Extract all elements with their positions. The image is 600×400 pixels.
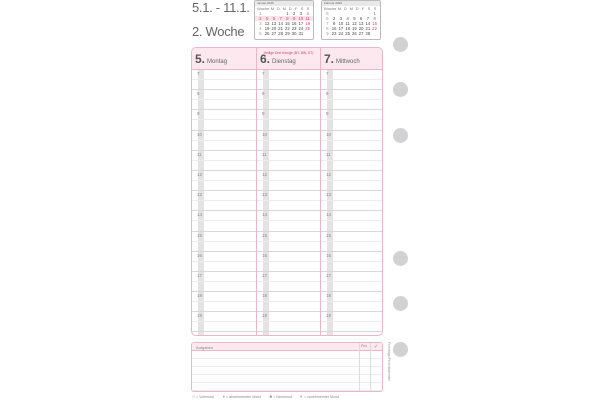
hour-label: 9 bbox=[326, 111, 329, 117]
calendar-day: 8 bbox=[373, 16, 376, 21]
hour-label: 14 bbox=[197, 212, 203, 218]
calendar-day: 23 bbox=[291, 26, 297, 31]
hour-label: 8 bbox=[326, 91, 329, 97]
time-line[interactable] bbox=[192, 161, 256, 171]
calendar-day: 10 bbox=[338, 21, 344, 26]
calendar-day: 3 bbox=[299, 11, 303, 16]
calendar-day: 9 bbox=[332, 21, 336, 26]
waning-moon-icon: ◑ bbox=[221, 394, 225, 400]
binder-hole bbox=[393, 296, 408, 311]
weekday-label: S bbox=[373, 6, 377, 11]
time-lines bbox=[257, 70, 320, 335]
week-number: 2 bbox=[259, 16, 262, 21]
time-line[interactable] bbox=[321, 221, 383, 231]
calendar-day: 3 bbox=[339, 16, 343, 21]
calendar-day: 9 bbox=[292, 16, 296, 21]
calendar-day: 2 bbox=[332, 16, 336, 21]
calendar-day: 1 bbox=[286, 11, 289, 16]
hour-label: 16 bbox=[326, 252, 332, 258]
calendar-day: 5 bbox=[353, 16, 356, 21]
time-line[interactable] bbox=[257, 302, 320, 312]
full-moon-icon: ○ bbox=[192, 394, 196, 400]
binder-hole bbox=[393, 82, 408, 97]
calendar-day bbox=[304, 31, 311, 36]
calendar-day: 24 bbox=[338, 31, 344, 36]
calendar-day: 19 bbox=[264, 26, 270, 31]
weekday-label: S bbox=[306, 6, 310, 11]
day-title bbox=[260, 50, 296, 68]
time-line[interactable] bbox=[192, 272, 256, 282]
task-line[interactable] bbox=[192, 367, 382, 375]
time-line[interactable] bbox=[257, 221, 320, 231]
hour-label: 7 bbox=[262, 71, 265, 76]
hour-label: 19 bbox=[326, 313, 332, 319]
calendar-day: 31 bbox=[298, 31, 304, 36]
moon-legend bbox=[192, 394, 339, 400]
time-line[interactable] bbox=[192, 302, 256, 312]
hour-label: 8 bbox=[197, 91, 200, 97]
legend-waning-moon-label: = abnehmender Mond bbox=[225, 395, 262, 399]
time-line[interactable] bbox=[257, 161, 320, 171]
calendar-day: 26 bbox=[264, 31, 270, 36]
time-line[interactable] bbox=[192, 201, 256, 211]
calendar-day: 15 bbox=[285, 21, 290, 26]
time-line[interactable] bbox=[192, 211, 256, 221]
calendar-day: 4 bbox=[306, 11, 309, 16]
time-line[interactable] bbox=[192, 191, 256, 201]
day-name: Mittwoch bbox=[336, 59, 360, 65]
calendar-day bbox=[371, 31, 378, 36]
hour-label: 12 bbox=[326, 171, 332, 177]
time-line[interactable] bbox=[321, 131, 383, 141]
calendar-day: 4 bbox=[346, 16, 349, 21]
time-line[interactable] bbox=[321, 120, 383, 130]
calendar-day: 20 bbox=[271, 26, 277, 31]
tasks-box bbox=[191, 342, 383, 392]
mini-calendar-title: Januar 2026 bbox=[255, 1, 313, 6]
time-line[interactable] bbox=[192, 322, 256, 332]
hour-label: 19 bbox=[197, 313, 203, 319]
day-header bbox=[192, 48, 256, 70]
time-line[interactable] bbox=[192, 282, 256, 292]
time-line[interactable] bbox=[321, 90, 383, 100]
hour-label: 12 bbox=[262, 171, 268, 177]
time-line[interactable] bbox=[192, 232, 256, 242]
time-line[interactable] bbox=[257, 292, 320, 302]
time-line[interactable] bbox=[257, 70, 320, 80]
week-planner-grid bbox=[191, 47, 383, 336]
hour-label: 17 bbox=[262, 272, 268, 278]
calendar-day: 21 bbox=[278, 26, 283, 31]
hour-label: 8 bbox=[262, 91, 265, 97]
hour-label: 9 bbox=[197, 111, 200, 117]
week-number: 1 bbox=[259, 11, 262, 16]
weekday-label: D bbox=[288, 6, 292, 11]
calendar-day: 23 bbox=[331, 31, 337, 36]
calendar-day: 25 bbox=[305, 26, 310, 31]
hour-label: 11 bbox=[326, 151, 331, 157]
calendar-day: 7 bbox=[366, 16, 370, 21]
day-name: Montag bbox=[207, 59, 228, 65]
day-header bbox=[321, 48, 383, 70]
time-line[interactable] bbox=[192, 131, 256, 141]
calendar-day: 30 bbox=[291, 31, 297, 36]
day-title bbox=[324, 50, 360, 68]
time-lines bbox=[321, 70, 383, 335]
date-range: 5.1. - 11.1. bbox=[192, 0, 250, 15]
hour-label: 17 bbox=[326, 272, 332, 278]
time-line[interactable] bbox=[257, 211, 320, 221]
time-line[interactable] bbox=[321, 171, 383, 181]
calendar-day: 10 bbox=[298, 16, 304, 21]
calendar-day: 27 bbox=[358, 31, 364, 36]
weekday-label: Woche bbox=[324, 6, 337, 11]
time-line[interactable] bbox=[192, 252, 256, 262]
calendar-day: 22 bbox=[372, 26, 377, 31]
legend-waxing-moon-label: = zunehmender Mond bbox=[303, 395, 340, 399]
time-line[interactable] bbox=[321, 151, 383, 161]
legend-full-moon bbox=[192, 394, 214, 400]
calendar-day: 14 bbox=[278, 21, 283, 26]
hour-label: 7 bbox=[326, 71, 329, 76]
tasks-check-label: ✓ bbox=[374, 344, 379, 350]
time-line[interactable] bbox=[257, 120, 320, 130]
waxing-moon-icon: ◐ bbox=[299, 394, 303, 400]
calendar-day: 13 bbox=[271, 21, 277, 26]
hour-label: 18 bbox=[197, 293, 203, 299]
time-line[interactable] bbox=[257, 100, 320, 110]
week-number: 8 bbox=[326, 26, 329, 31]
mini-calendar-week-row bbox=[322, 31, 380, 36]
calendar-day: 19 bbox=[352, 26, 357, 31]
legend-full-moon-label: = Vollmond bbox=[196, 395, 214, 399]
mini-calendar-february bbox=[321, 0, 381, 40]
time-line[interactable] bbox=[321, 110, 383, 120]
time-line[interactable] bbox=[321, 100, 383, 110]
binder-hole bbox=[393, 251, 408, 266]
time-line[interactable] bbox=[192, 100, 256, 110]
time-lines bbox=[192, 70, 256, 335]
task-lines bbox=[192, 351, 382, 391]
task-line[interactable] bbox=[192, 359, 382, 367]
tasks-header bbox=[192, 343, 382, 351]
week-label: 2. Woche bbox=[192, 24, 245, 39]
time-line[interactable] bbox=[321, 292, 383, 302]
day-title bbox=[195, 50, 227, 68]
holiday-note: Heilige Drei Könige (BY, BW, ST) bbox=[263, 51, 314, 55]
calendar-day: 1 bbox=[373, 11, 376, 16]
tasks-prio-column bbox=[359, 343, 370, 391]
calendar-day: 27 bbox=[271, 31, 277, 36]
binder-hole bbox=[393, 342, 408, 357]
calendar-day: 26 bbox=[352, 31, 357, 36]
legend-waxing-moon bbox=[300, 394, 339, 400]
time-line[interactable] bbox=[321, 272, 383, 282]
week-number: 4 bbox=[259, 26, 262, 31]
time-line[interactable] bbox=[321, 262, 383, 272]
day-header bbox=[257, 48, 320, 70]
time-line[interactable] bbox=[321, 191, 383, 201]
calendar-day: 21 bbox=[365, 26, 371, 31]
legend-new-moon-label: = Neumond bbox=[273, 395, 292, 399]
calendar-day: 18 bbox=[345, 26, 350, 31]
weekday-label: D bbox=[276, 6, 280, 11]
week-number: 5 bbox=[259, 31, 262, 36]
hour-label: 15 bbox=[326, 232, 332, 238]
calendar-day: 14 bbox=[365, 21, 371, 26]
task-line[interactable] bbox=[192, 375, 382, 383]
day-number: 5. bbox=[195, 52, 206, 66]
weekday-label: F bbox=[294, 6, 298, 11]
time-line[interactable] bbox=[257, 201, 320, 211]
calendar-day: 12 bbox=[264, 21, 270, 26]
time-line[interactable] bbox=[257, 252, 320, 262]
time-line[interactable] bbox=[192, 312, 256, 322]
calendar-day: 18 bbox=[305, 21, 310, 26]
legend-waning-moon bbox=[222, 394, 261, 400]
hour-label: 18 bbox=[326, 293, 332, 299]
day-name: Dienstag bbox=[272, 59, 296, 65]
week-number: 9 bbox=[326, 31, 329, 36]
time-line[interactable] bbox=[257, 242, 320, 252]
time-line[interactable] bbox=[257, 232, 320, 242]
time-line[interactable] bbox=[321, 302, 383, 312]
hour-label: 10 bbox=[197, 131, 203, 137]
time-line[interactable] bbox=[192, 80, 256, 90]
day-column-tuesday bbox=[256, 48, 320, 335]
day-number: 7. bbox=[324, 52, 335, 66]
weekday-label: M bbox=[282, 6, 286, 11]
time-line[interactable] bbox=[321, 312, 383, 322]
mini-calendar-january bbox=[254, 0, 314, 40]
legend-new-moon bbox=[269, 394, 292, 400]
task-line[interactable] bbox=[192, 383, 382, 391]
weekday-label: S bbox=[367, 6, 371, 11]
week-number: 6 bbox=[326, 16, 329, 21]
calendar-day: 28 bbox=[278, 31, 283, 36]
calendar-day: 11 bbox=[305, 16, 310, 21]
time-line[interactable] bbox=[257, 171, 320, 181]
time-line[interactable] bbox=[321, 232, 383, 242]
hour-label: 11 bbox=[197, 151, 202, 157]
hour-label: 12 bbox=[197, 171, 203, 177]
calendar-day: 25 bbox=[345, 31, 350, 36]
time-line[interactable] bbox=[257, 191, 320, 201]
calendar-day: 12 bbox=[352, 21, 357, 26]
weekday-label: S bbox=[300, 6, 304, 11]
time-line[interactable] bbox=[192, 70, 256, 80]
weekday-label: M bbox=[337, 6, 342, 11]
hour-label: 9 bbox=[262, 111, 265, 117]
hour-label: 13 bbox=[326, 192, 332, 198]
hour-label: 11 bbox=[262, 151, 267, 157]
time-line[interactable] bbox=[257, 272, 320, 282]
time-line[interactable] bbox=[192, 242, 256, 252]
binder-hole bbox=[393, 128, 408, 143]
week-number: 3 bbox=[259, 21, 262, 26]
new-moon-icon: ● bbox=[269, 394, 273, 400]
calendar-day: 13 bbox=[358, 21, 364, 26]
hour-label: 19 bbox=[262, 313, 268, 319]
time-line[interactable] bbox=[257, 131, 320, 141]
time-line[interactable] bbox=[321, 252, 383, 262]
calendar-day: 17 bbox=[298, 21, 304, 26]
time-line[interactable] bbox=[321, 201, 383, 211]
time-line[interactable] bbox=[192, 141, 256, 151]
hour-label: 15 bbox=[197, 232, 203, 238]
time-line[interactable] bbox=[321, 322, 383, 332]
time-line[interactable] bbox=[192, 151, 256, 161]
calendar-day: 22 bbox=[285, 26, 290, 31]
time-line[interactable] bbox=[257, 282, 320, 292]
time-line[interactable] bbox=[321, 141, 383, 151]
week-number: 7 bbox=[326, 21, 329, 26]
time-line[interactable] bbox=[192, 292, 256, 302]
weekday-label: F bbox=[361, 6, 365, 11]
time-line[interactable] bbox=[321, 282, 383, 292]
time-line[interactable] bbox=[321, 70, 383, 80]
hour-label: 14 bbox=[262, 212, 268, 218]
time-line[interactable] bbox=[257, 181, 320, 191]
hour-label: 16 bbox=[197, 252, 203, 258]
binder-hole bbox=[393, 37, 408, 52]
hour-label: 14 bbox=[326, 212, 332, 218]
hour-label: 18 bbox=[262, 293, 268, 299]
side-note: Feiertage/Ferienkalender bbox=[387, 342, 391, 382]
mini-calendar-week-row bbox=[255, 31, 313, 36]
calendar-day: 16 bbox=[331, 26, 337, 31]
time-line[interactable] bbox=[192, 181, 256, 191]
hour-label: 7 bbox=[197, 71, 200, 76]
calendar-day: 11 bbox=[345, 21, 350, 26]
weekday-label: M bbox=[270, 6, 275, 11]
time-line[interactable] bbox=[192, 171, 256, 181]
time-line[interactable] bbox=[192, 110, 256, 120]
calendar-day: 8 bbox=[286, 16, 289, 21]
time-line[interactable] bbox=[321, 242, 383, 252]
task-line[interactable] bbox=[192, 351, 382, 359]
time-line[interactable] bbox=[257, 151, 320, 161]
hour-label: 13 bbox=[197, 192, 203, 198]
time-line[interactable] bbox=[257, 322, 320, 332]
hour-label: 10 bbox=[326, 131, 332, 137]
calendar-day: 6 bbox=[359, 16, 363, 21]
time-line[interactable] bbox=[192, 90, 256, 100]
hour-label: 16 bbox=[262, 252, 268, 258]
weekday-label: D bbox=[355, 6, 359, 11]
calendar-day: 15 bbox=[372, 21, 377, 26]
calendar-day: 2 bbox=[292, 11, 296, 16]
weekday-label: M bbox=[349, 6, 353, 11]
time-line[interactable] bbox=[192, 120, 256, 130]
time-line[interactable] bbox=[257, 90, 320, 100]
time-line[interactable] bbox=[321, 80, 383, 90]
calendar-day: 20 bbox=[358, 26, 364, 31]
tasks-prio-label: Prio bbox=[361, 344, 368, 348]
weekday-label: D bbox=[343, 6, 347, 11]
hour-label: 15 bbox=[262, 232, 268, 238]
time-line[interactable] bbox=[257, 262, 320, 272]
calendar-day: 6 bbox=[272, 16, 276, 21]
day-number: 6. bbox=[260, 52, 271, 66]
time-line[interactable] bbox=[321, 161, 383, 171]
time-line[interactable] bbox=[257, 141, 320, 151]
tasks-check-column bbox=[370, 343, 381, 391]
day-column-monday bbox=[192, 48, 256, 335]
calendar-day: 7 bbox=[279, 16, 282, 21]
calendar-day: 29 bbox=[285, 31, 290, 36]
hour-label: 10 bbox=[262, 131, 268, 137]
time-line[interactable] bbox=[257, 80, 320, 90]
calendar-day: 24 bbox=[298, 26, 304, 31]
time-line[interactable] bbox=[257, 110, 320, 120]
calendar-day: 16 bbox=[291, 21, 297, 26]
time-line[interactable] bbox=[321, 181, 383, 191]
mini-calendar-title: Februar 2026 bbox=[322, 1, 380, 6]
time-line[interactable] bbox=[321, 211, 383, 221]
tasks-title: Aufgaben bbox=[196, 345, 214, 350]
time-line[interactable] bbox=[192, 262, 256, 272]
weekday-label: Woche bbox=[257, 6, 270, 11]
hour-label: 17 bbox=[197, 272, 203, 278]
calendar-day: 17 bbox=[338, 26, 344, 31]
week-number: 5 bbox=[326, 11, 329, 16]
day-column-wednesday bbox=[320, 48, 383, 335]
time-line[interactable] bbox=[192, 221, 256, 231]
hour-label: 13 bbox=[262, 192, 268, 198]
time-line[interactable] bbox=[257, 312, 320, 322]
calendar-day: 5 bbox=[265, 16, 269, 21]
calendar-day: 28 bbox=[365, 31, 371, 36]
